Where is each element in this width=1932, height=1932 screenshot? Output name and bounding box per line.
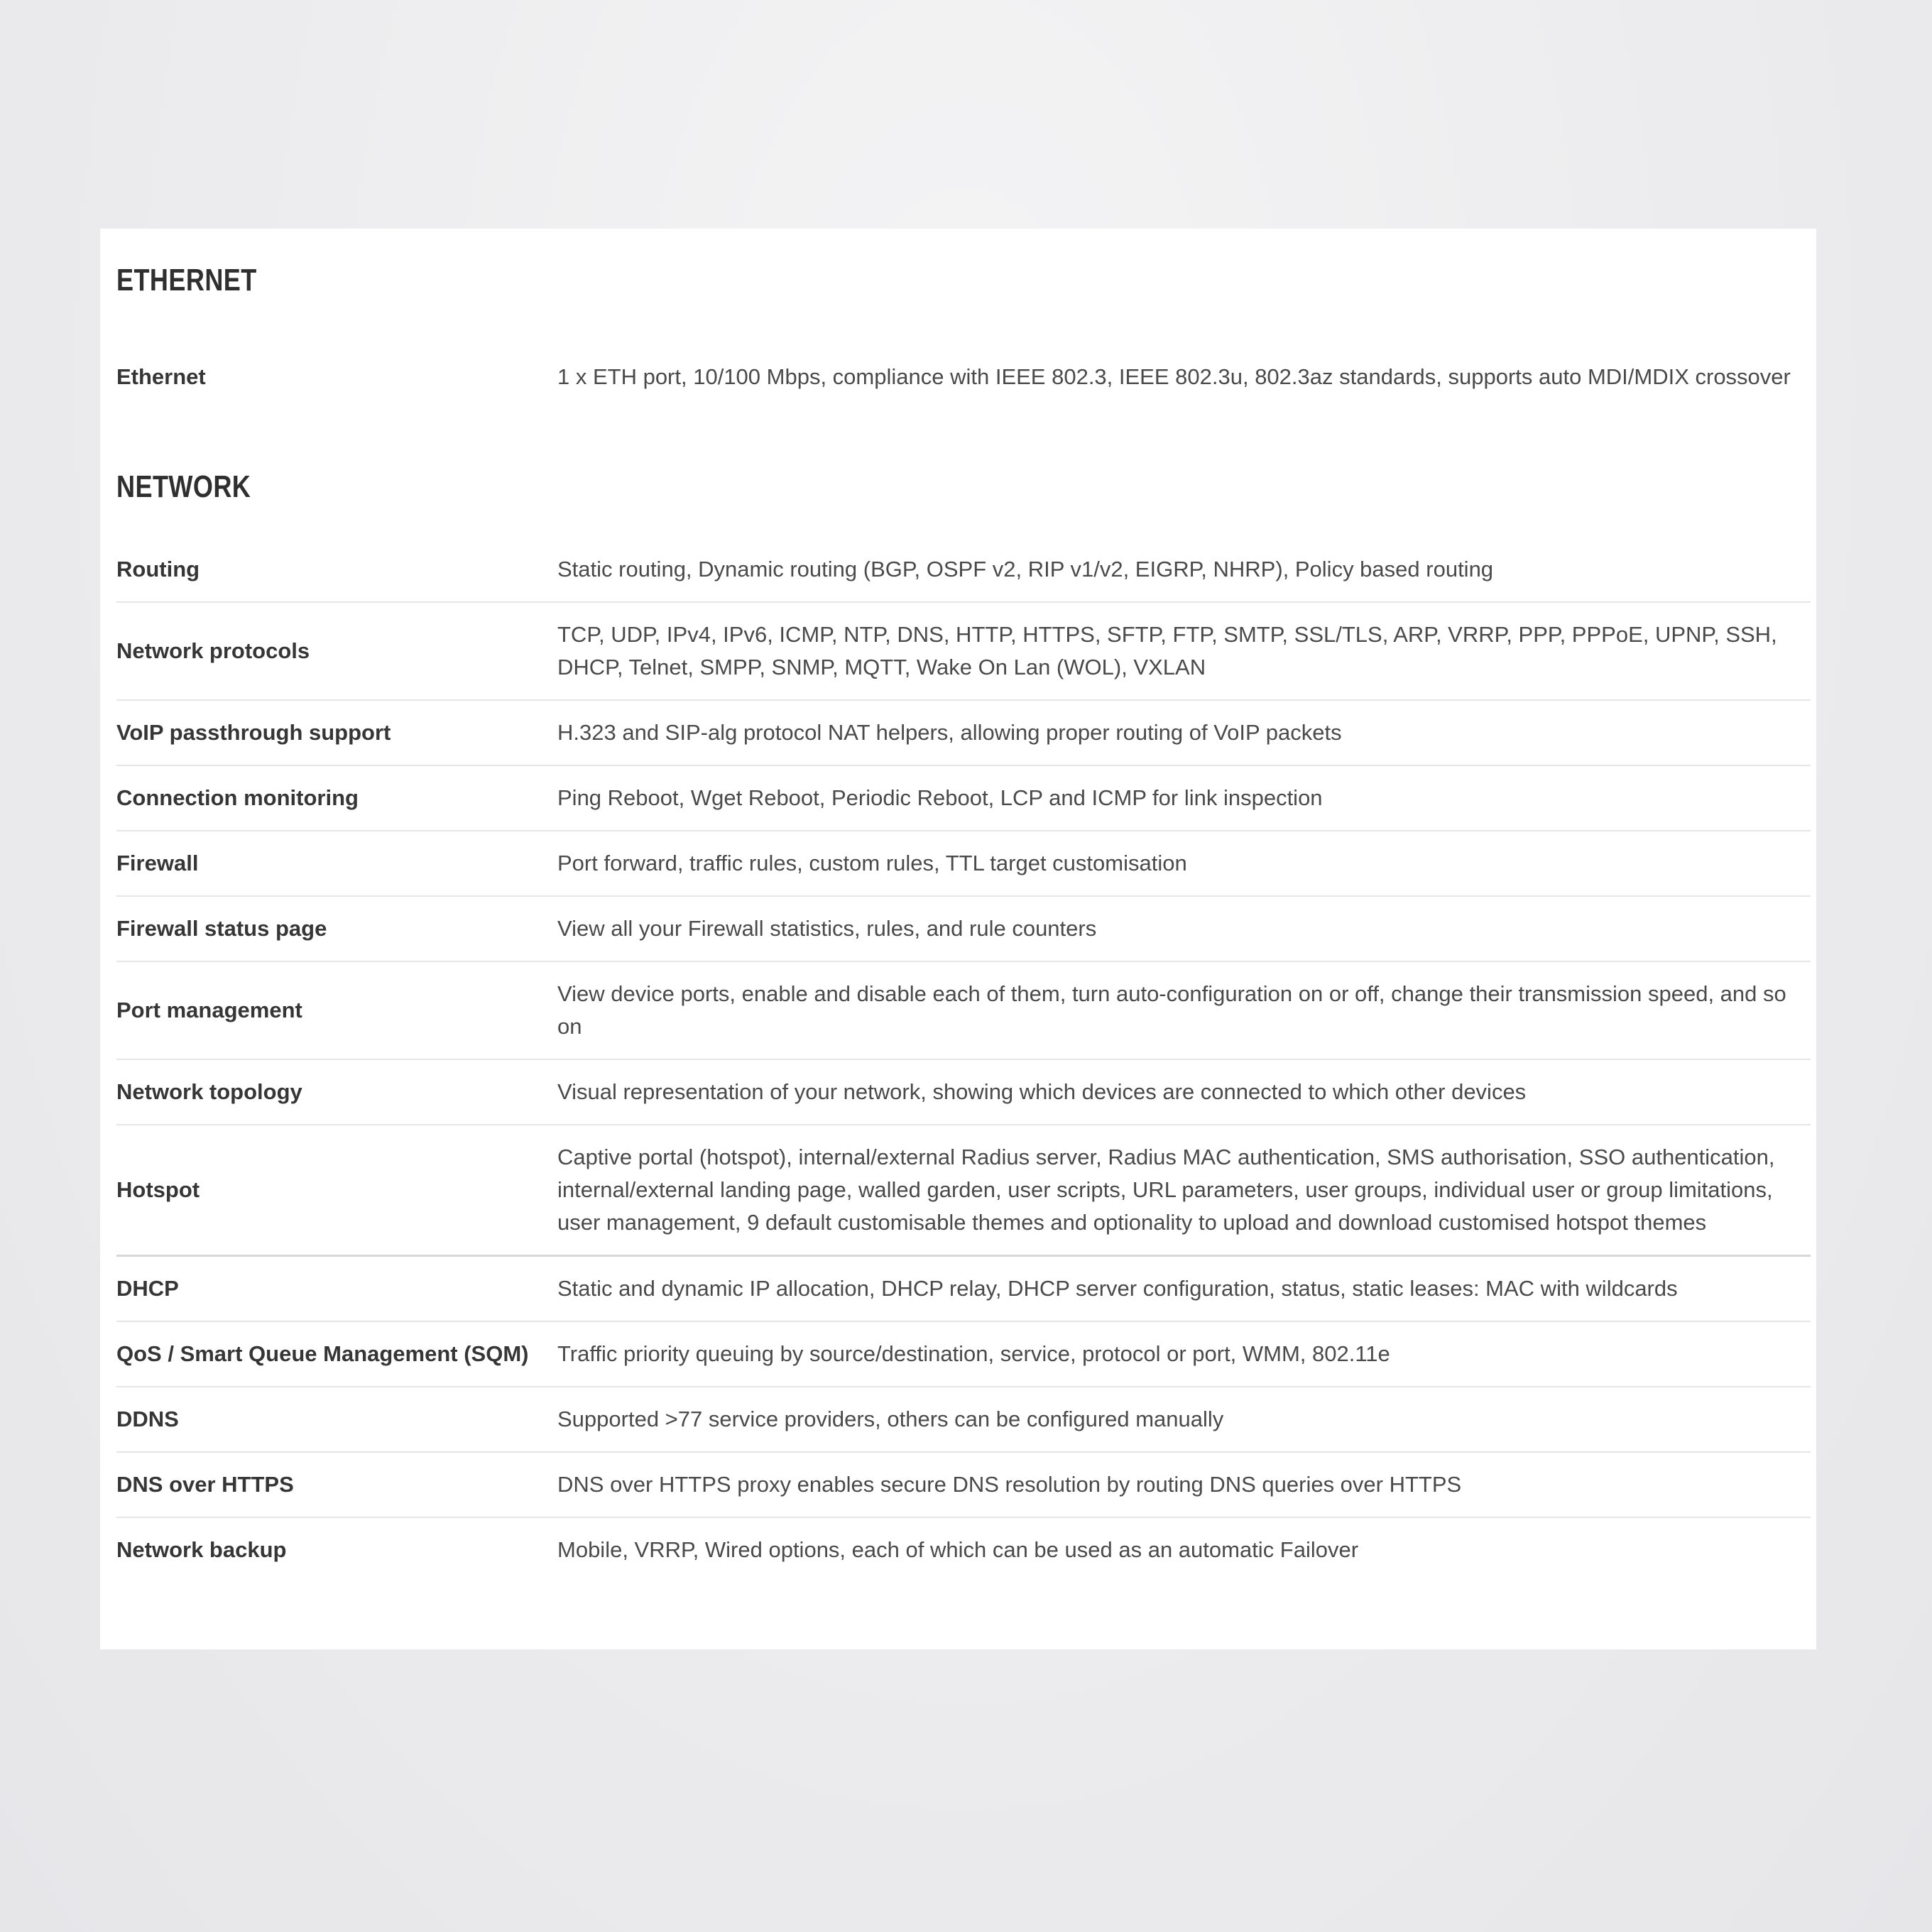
spec-row-network-backup	[116, 1517, 1811, 1582]
section-title-ethernet: ETHERNET	[116, 263, 257, 298]
spec-value: 1 x ETH port, 10/100 Mbps, compliance with IEEE 802.3, IEEE 802.3u, 802.3az standards, supports auto MDI/MDIX crossover	[557, 364, 1791, 389]
spec-row-hotspot	[116, 1125, 1811, 1256]
spec-value: Mobile, VRRP, Wired options, each of which can be used as an automatic Failover	[557, 1537, 1359, 1562]
spec-row-dns-over-https	[116, 1452, 1811, 1517]
spec-value: Port forward, traffic rules, custom rules, TTL target customisation	[557, 831, 1811, 896]
spec-value: View device ports, enable and disable each of them, turn auto-configuration on or off, change their transmission speed, and so on	[557, 961, 1811, 1059]
spec-value: H.323 and SIP-alg protocol NAT helpers, allowing proper routing of VoIP packets	[557, 700, 1811, 765]
spec-label: DNS over HTTPS	[116, 1452, 557, 1517]
spec-value: Static routing, Dynamic routing (BGP, OSPF v2, RIP v1/v2, EIGRP, NHRP), Policy based routing	[557, 537, 1811, 602]
spec-row-connection-monitoring	[116, 765, 1811, 831]
spec-row-port-management	[116, 961, 1811, 1059]
spec-value: Captive portal (hotspot), internal/external Radius server, Radius MAC authentication, SMS authorisation, SSO authentication, internal/external landing page, walled garden, user scripts, URL parameters, user groups, individual user or group limitations, user management, 9 default customisable themes and optionality to upload and download customised hotspot themes	[557, 1125, 1811, 1256]
spec-value: Static and dynamic IP allocation, DHCP relay, DHCP server configuration, status, static leases: MAC with wildcards	[557, 1256, 1811, 1322]
spec-label: Network topology	[116, 1059, 557, 1125]
spec-row-routing	[116, 537, 1811, 602]
spec-label: Hotspot	[116, 1125, 557, 1256]
spec-row-network-topology	[116, 1059, 1811, 1125]
spec-label: DHCP	[116, 1256, 557, 1322]
spec-value: Supported >77 service providers, others can be configured manually	[557, 1387, 1811, 1452]
spec-row-dhcp	[116, 1256, 1811, 1322]
spec-label: Routing	[116, 537, 557, 602]
spec-row-network-protocols	[116, 602, 1811, 700]
spec-value: Visual representation of your network, showing which devices are connected to which other devices	[557, 1059, 1811, 1125]
spec-value: Traffic priority queuing by source/destination, service, protocol or port, WMM, 802.11e	[557, 1321, 1811, 1387]
spec-label: Network protocols	[116, 602, 557, 700]
section-title-network: NETWORK	[116, 469, 251, 504]
spec-label: QoS / Smart Queue Management (SQM)	[116, 1321, 557, 1387]
network-spec-table	[116, 537, 1811, 1582]
spec-label: VoIP passthrough support	[116, 700, 557, 765]
spec-value: View all your Firewall statistics, rules, and rule counters	[557, 896, 1811, 961]
spec-value: TCP, UDP, IPv4, IPv6, ICMP, NTP, DNS, HTTP, HTTPS, SFTP, FTP, SMTP, SSL/TLS, ARP, VRRP, PPP, PPPoE, UPNP, SSH, DHCP, Telnet, SMPP, SNMP, MQTT, Wake On Lan (WOL), VXLAN	[557, 602, 1811, 700]
specifications-card	[100, 229, 1816, 1649]
spec-row-ddns	[116, 1387, 1811, 1452]
spec-row-voip-passthrough	[116, 700, 1811, 765]
spec-value: DNS over HTTPS proxy enables secure DNS resolution by routing DNS queries over HTTPS	[557, 1452, 1811, 1517]
spec-row-firewall	[116, 831, 1811, 896]
spec-label: Ethernet	[116, 364, 206, 389]
spec-value: Ping Reboot, Wget Reboot, Periodic Reboot, LCP and ICMP for link inspection	[557, 765, 1811, 831]
ethernet-spec-table	[116, 341, 1811, 413]
spec-label: Port management	[116, 961, 557, 1059]
spec-row-ethernet	[116, 341, 1811, 413]
spec-row-qos-sqm	[116, 1321, 1811, 1387]
spec-label: Firewall	[116, 831, 557, 896]
spec-label: Firewall status page	[116, 896, 557, 961]
spec-label: Connection monitoring	[116, 765, 557, 831]
spec-label: DDNS	[116, 1387, 557, 1452]
spec-row-firewall-status-page	[116, 896, 1811, 961]
spec-label: Network backup	[116, 1537, 287, 1562]
